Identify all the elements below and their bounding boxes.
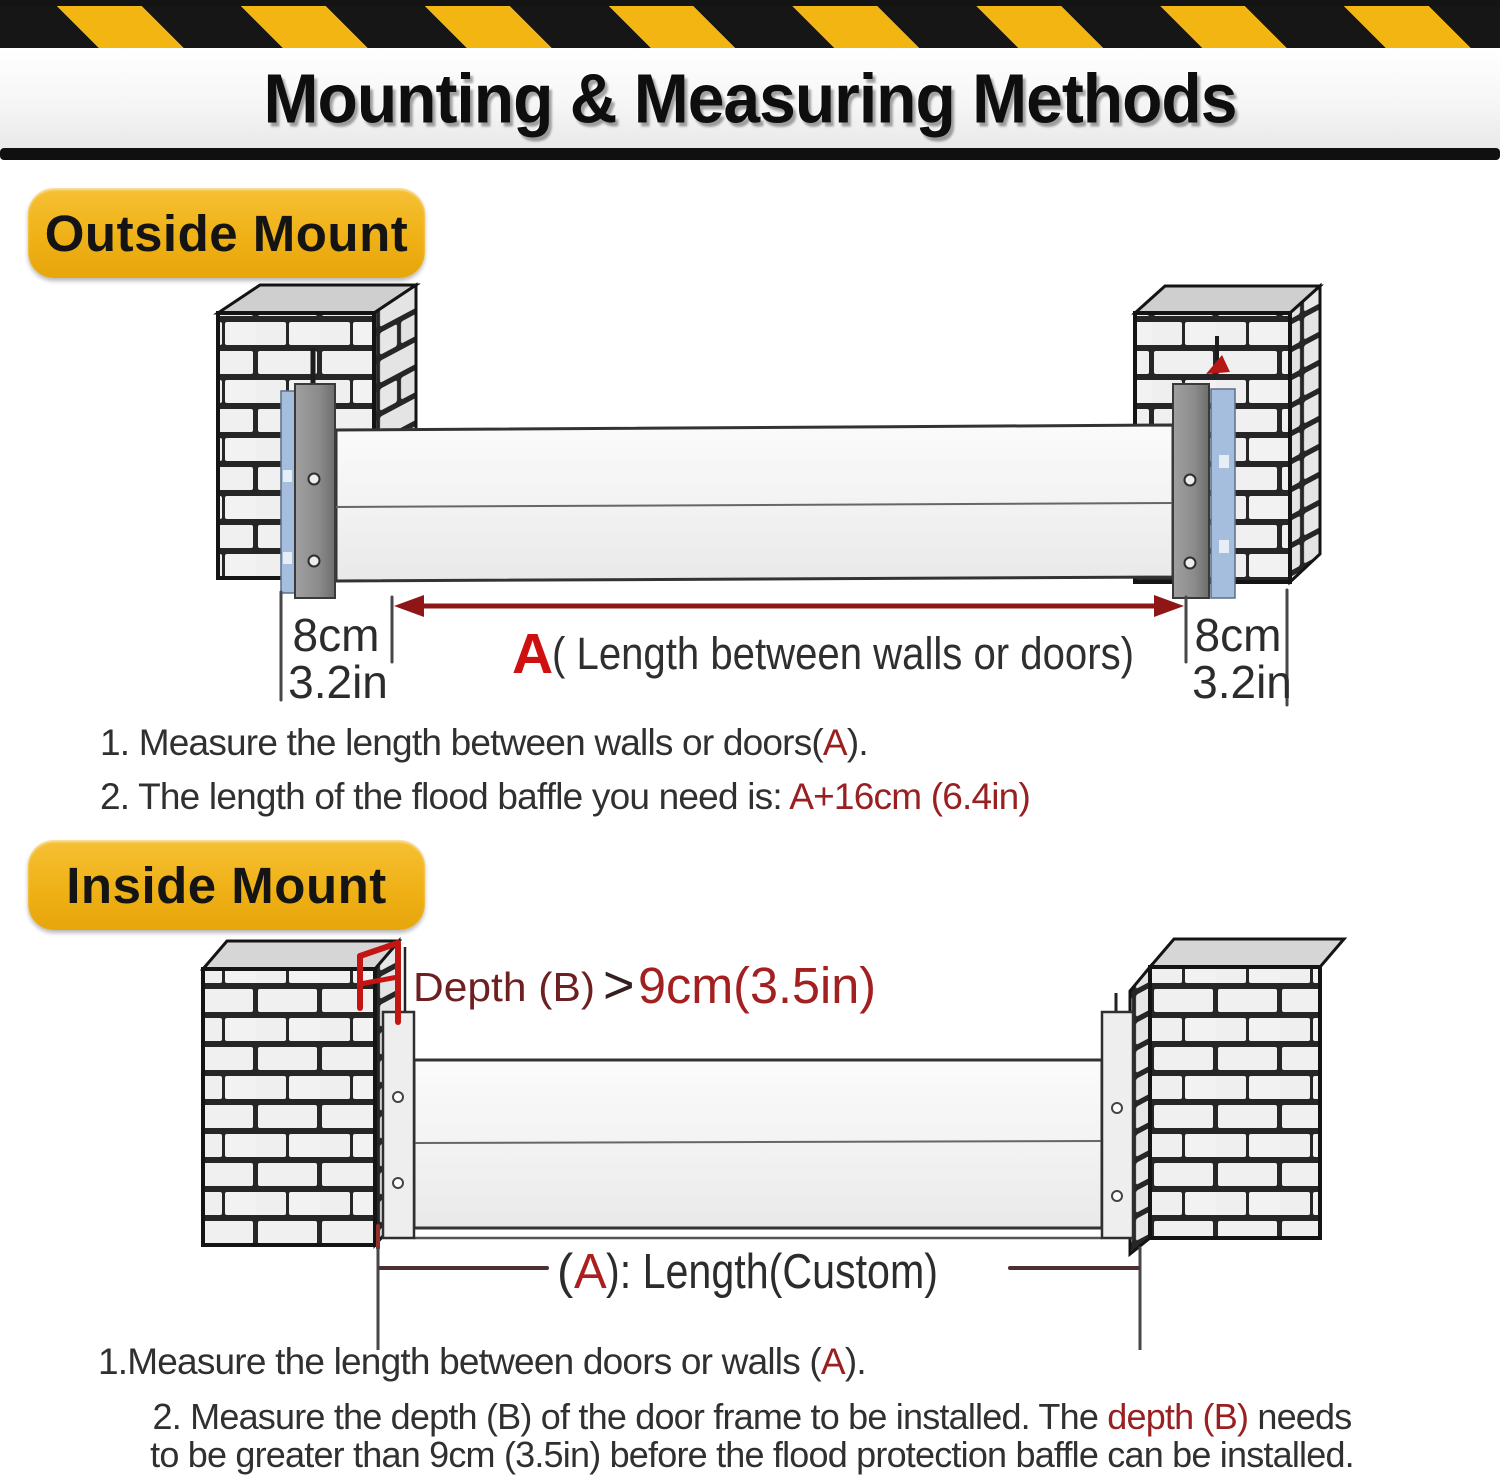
dim-right-in: 3.2in xyxy=(1192,656,1292,708)
hazard-stripe-banner xyxy=(0,6,1500,48)
outside-mount-badge xyxy=(28,188,425,278)
header-divider-bar xyxy=(0,148,1500,160)
dim-left-in: 3.2in xyxy=(288,656,388,708)
outside-mount-diagram xyxy=(0,270,1500,710)
inside-step-1: 1.Measure the length between doors or walls (A). xyxy=(98,1341,866,1382)
dim-a-rest: ): Length(Custom) xyxy=(606,1245,938,1299)
dim-a-desc: ( Length between walls or doors) xyxy=(552,628,1134,679)
dim-a-letter: A xyxy=(512,622,554,686)
screw-hole xyxy=(1185,558,1196,569)
inside-step-2-line-1: 2. Measure the depth (B) of the door frame to be installed. The depth (B) needs xyxy=(152,1396,1352,1437)
title-band xyxy=(0,48,1500,148)
screw-hole xyxy=(393,1092,403,1102)
brick-pillar-left xyxy=(203,941,399,1245)
highlight-depth: depth (B) xyxy=(1107,1396,1249,1437)
inside-mount-diagram xyxy=(0,920,1500,1350)
outside-step-1: 1. Measure the length between walls or doors(A). xyxy=(100,722,868,763)
inside-mount-label: Inside Mount xyxy=(66,856,387,914)
dim-left-cm: 8cm xyxy=(292,609,380,661)
highlight-a: A xyxy=(820,1341,845,1382)
screw-hole xyxy=(309,556,320,567)
gasket-strip-right xyxy=(1211,389,1235,598)
depth-label: Depth (B) xyxy=(413,964,595,1010)
screw-hole xyxy=(1112,1103,1122,1113)
outside-mount-label: Outside Mount xyxy=(44,204,409,262)
brick-pillar-right xyxy=(1130,939,1344,1254)
highlight-formula: A+16cm (6.4in) xyxy=(789,776,1030,817)
right-channel xyxy=(1102,993,1133,1238)
page-title: Mounting & Measuring Methods xyxy=(263,58,1237,138)
screw-hole xyxy=(309,474,320,485)
dim-right-cm: 8cm xyxy=(1194,609,1282,661)
outside-step-2: 2. The length of the flood baffle you need is: A+16cm (6.4in) xyxy=(100,776,1030,817)
flood-barrier-panels xyxy=(336,425,1173,581)
dim-a-open: ( xyxy=(557,1245,574,1299)
inside-step-2-line-2: to be greater than 9cm (3.5in) before the flood protection baffle can be installed. xyxy=(150,1434,1354,1475)
flood-barrier-panels xyxy=(414,1060,1102,1238)
screw-hole xyxy=(1112,1191,1122,1201)
inside-mount-badge xyxy=(28,840,425,930)
dim-a-letter: A xyxy=(574,1245,607,1299)
highlight-a: A xyxy=(822,722,847,763)
depth-value: 9cm(3.5in) xyxy=(638,957,876,1014)
screw-hole xyxy=(393,1178,403,1188)
screw-hole xyxy=(1185,475,1196,486)
greater-than-sign: > xyxy=(603,955,635,1015)
